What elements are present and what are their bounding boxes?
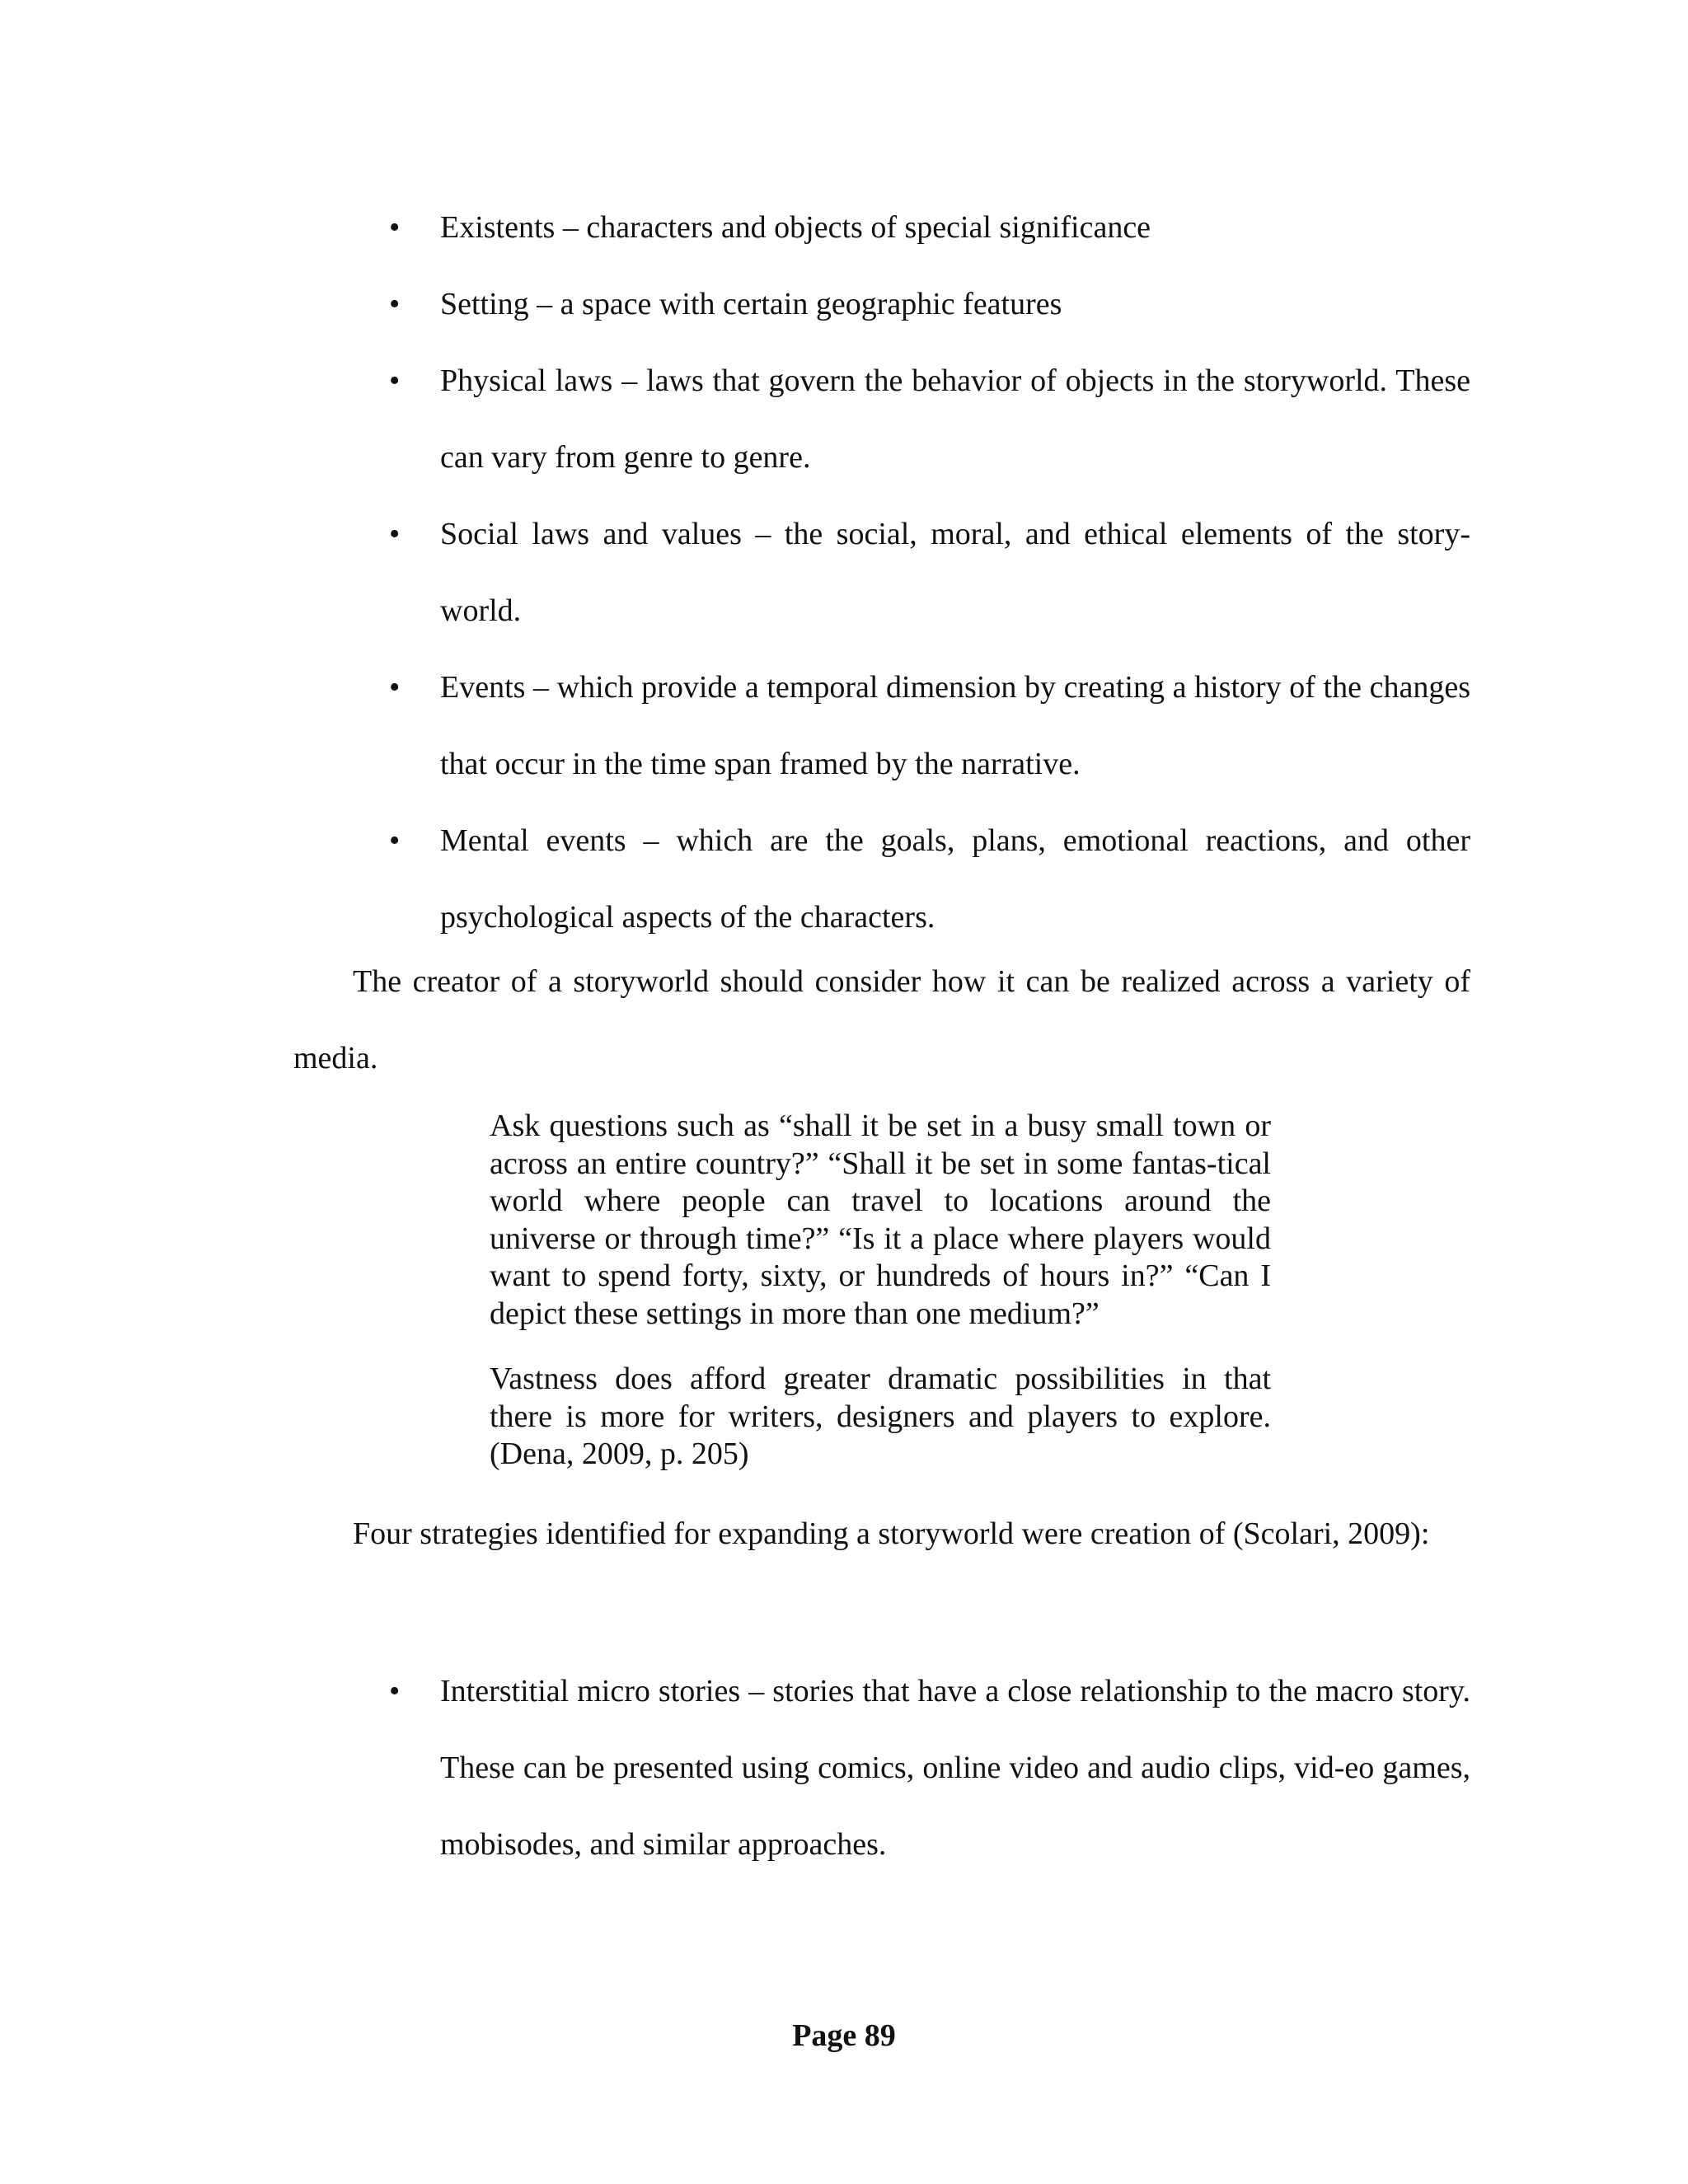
- list-item-text: Physical laws – laws that govern the behavior of objects in the storyworld. These can vary from genre to genre.: [440, 363, 1470, 475]
- bullet-icon: •: [389, 670, 401, 705]
- bullet-icon: •: [389, 363, 401, 398]
- list-item-text: Events – which provide a temporal dimension by creating a history of the changes that occur in the time span framed by the narrative.: [440, 670, 1470, 781]
- list-item: [389, 649, 1470, 803]
- storyworld-elements-list: [389, 190, 1470, 956]
- quote-paragraph: Ask questions such as “shall it be set in a busy small town or across an entire country?” “Shall it be set in some fantas-tical world where people can travel to locations around the universe or through time?” “Is it a place where players would want to spend forty, sixty, or hundreds of hours in?” “Can I depict these settings in more than one medium?”: [490, 1108, 1271, 1331]
- bullet-icon: •: [389, 517, 401, 551]
- list-item: [389, 266, 1470, 343]
- bullet-icon: •: [389, 210, 401, 245]
- page-number: Page 89: [792, 2018, 896, 2053]
- bullet-icon: •: [389, 1674, 401, 1708]
- block-quote: [490, 1108, 1271, 1502]
- list-item: [389, 343, 1470, 496]
- bullet-icon: •: [389, 287, 401, 321]
- body-paragraph: Four strategies identified for expanding a storyworld were creation of (Scolari, 2009):: [353, 1516, 1430, 1551]
- quote-paragraph: Vastness does afford greater dramatic possibilities in that there is more for writers, designers and players to explore. (Dena, 2009, p. 205): [490, 1361, 1271, 1471]
- bullet-icon: •: [389, 823, 401, 858]
- list-item: [389, 1653, 1470, 1883]
- list-item-text: Interstitial micro stories – stories that have a close relationship to the macro story. These can be presented using comics, online video and audio clips, vid-eo games, mobisodes, and similar approaches.: [440, 1674, 1470, 1862]
- list-item-text: Setting – a space with certain geographic features: [440, 287, 1062, 321]
- list-item: [389, 190, 1470, 266]
- expansion-strategies-list: [389, 1653, 1470, 1883]
- list-item: [389, 496, 1470, 649]
- body-paragraph: The creator of a storyworld should consider how it can be realized across a variety of media.: [293, 964, 1470, 1076]
- list-item-text: Mental events – which are the goals, plans, emotional reactions, and other psychological aspects of the characters.: [440, 823, 1470, 935]
- list-item: [389, 803, 1470, 956]
- list-item-text: Existents – characters and objects of special significance: [440, 210, 1151, 245]
- list-item-text: Social laws and values – the social, moral, and ethical elements of the story-world.: [440, 517, 1470, 628]
